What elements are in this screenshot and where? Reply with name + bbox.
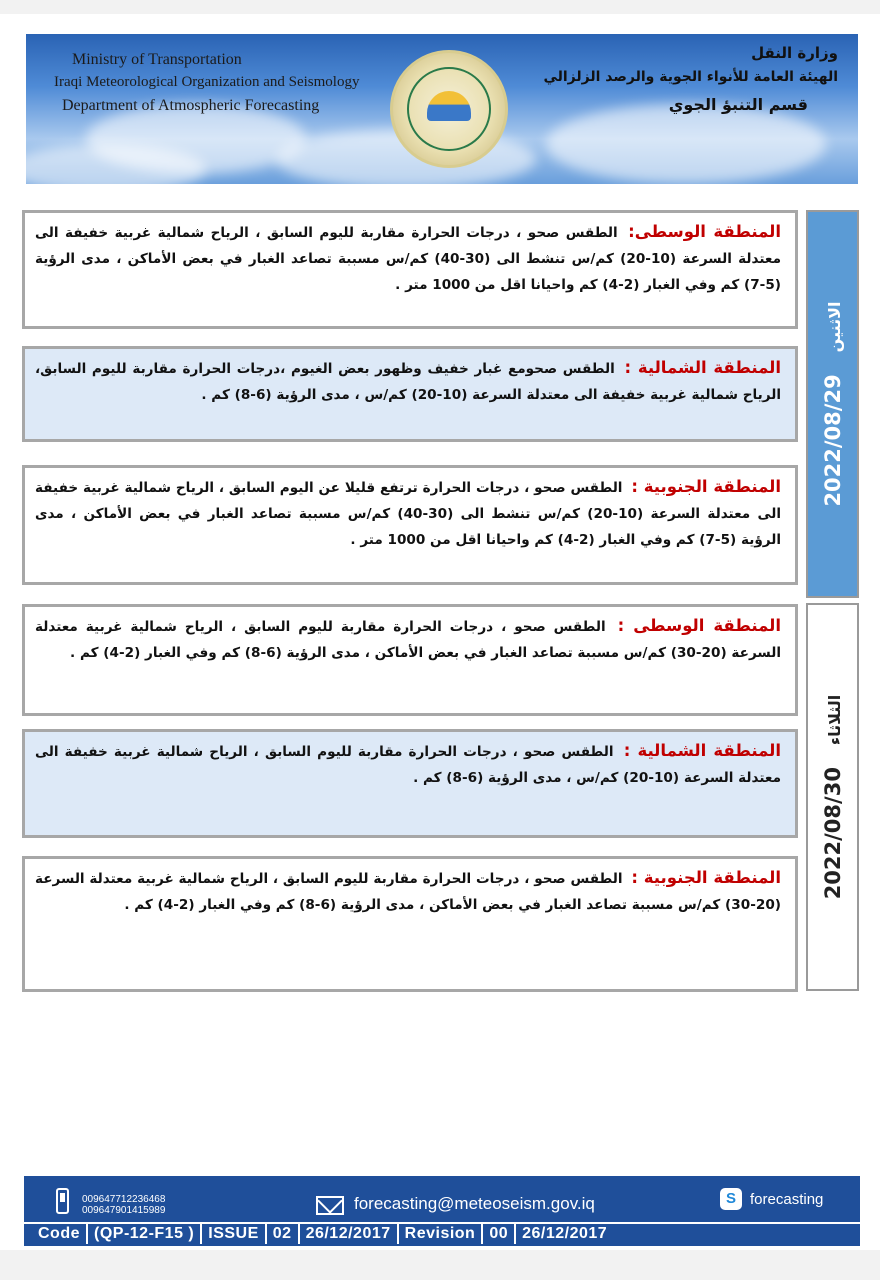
phone-icon (56, 1188, 69, 1214)
document-code-bar (24, 1222, 860, 1244)
region-label: المنطقة الوسطى : (617, 616, 781, 635)
revision-value: 00 (483, 1224, 516, 1244)
english-header (54, 48, 359, 117)
day-name-day1: الاثنين (824, 301, 844, 353)
phone-number-2: 009647901415989 (82, 1205, 166, 1216)
date-label-day1 (821, 301, 845, 506)
day-name-day2: الثلاثاء (824, 694, 844, 746)
phone-numbers (82, 1194, 165, 1216)
skype-icon: S (720, 1188, 742, 1210)
issue-label: ISSUE (202, 1224, 267, 1244)
forecast-text: الطقس صحو ، درجات الحرارة مقاربة لليوم السابق ، الرياح شمالية غربية خفيفة الى معتدلة السرعة (10-20) كم/س تنشط الى (30-40) كم/س مسببة تصاعد الغبار في بعض الأماكن ، مدى الرؤية (5-7) كم وفي الغبار (2-4) كم واحيانا اقل من 1000 متر . (35, 225, 781, 293)
issue-value: 02 (267, 1224, 300, 1244)
forecast-text: الطقس صحو ، درجات الحرارة مقاربة لليوم السابق ، الرياح شمالية غربية خفيفة الى معتدلة السرعة (10-20) كم/س ، مدى الرؤية (6-8) كم . (35, 744, 781, 786)
ministry-name-ar: وزارة النقل (751, 44, 838, 62)
forecast-day2-central (22, 604, 798, 716)
forecast-text: الطقس صحو ، درجات الحرارة مقاربة لليوم السابق ، الرياح شمالية غربية معتدلة السرعة (20-30) كم/س مسببة تصاعد الغبار في بعض الأماكن ، مدى الرؤية (6-8) كم وفي الغبار (2-4) كم . (35, 871, 781, 913)
revision-label: Revision (399, 1224, 484, 1244)
mail-icon (316, 1196, 344, 1215)
forecast-text: الطقس صحو ، درجات الحرارة مقاربة لليوم السابق ، الرياح شمالية غربية معتدلة السرعة (20-30) كم/س مسببة تصاعد الغبار في بعض الأماكن ، مدى الرؤية (6-8) كم وفي الغبار (2-4) كم . (35, 619, 781, 661)
organization-logo (390, 50, 508, 168)
code-value: (QP-12-F15 ) (88, 1224, 202, 1244)
forecast-day2-north (22, 729, 798, 838)
date-day1: 2022/08/29 (820, 374, 845, 507)
phone-number-1: 009647712236468 (82, 1194, 166, 1205)
date-bar-day1 (806, 210, 859, 598)
footer-bar (24, 1176, 860, 1246)
date-day2: 2022/08/30 (820, 767, 845, 900)
issue-date: 26/12/2017 (300, 1224, 399, 1244)
revision-date: 26/12/2017 (522, 1225, 608, 1242)
forecast-text: الطقس صحومع غبار خفيف وظهور بعض الغيوم ،درجات الحرارة مقاربة لليوم السابق، الرياح شمالية غربية خفيفة الى معتدلة السرعة (10-20) كم/س ، مدى الرؤية (6-8) كم . (35, 361, 781, 403)
organization-name-ar: الهيئة العامة للأنواء الجوية والرصد الزلزالي (543, 69, 838, 85)
forecast-day1-south (22, 465, 798, 585)
forecast-day1-north (22, 346, 798, 442)
region-label: المنطقة الشمالية : (623, 741, 782, 760)
top-margin (0, 0, 880, 14)
forecast-day1-central (22, 210, 798, 329)
region-label: المنطقة الجنوبية : (631, 477, 782, 496)
ministry-name-en: Ministry of Transportation (72, 51, 242, 68)
department-name-en: Department of Atmospheric Forecasting (62, 97, 320, 114)
arabic-header (543, 42, 838, 120)
forecast-day2-south (22, 856, 798, 992)
code-label: Code (24, 1224, 88, 1244)
department-name-ar: قسم التنبؤ الجوي (668, 95, 808, 114)
bottom-margin (0, 1250, 880, 1280)
header-banner (26, 34, 858, 184)
region-label: المنطقة الوسطى: (628, 222, 782, 241)
skype-handle[interactable]: forecasting (750, 1191, 824, 1208)
email-link[interactable]: forecasting@meteoseism.gov.iq (354, 1194, 595, 1213)
date-label-day2 (821, 695, 845, 900)
date-bar-day2 (806, 603, 859, 991)
organization-name-en: Iraqi Meteorological Organization and Seismology (54, 74, 360, 90)
region-label: المنطقة الجنوبية : (631, 868, 782, 887)
forecast-text: الطقس صحو ، درجات الحرارة ترتفع قليلا عن اليوم السابق ، الرياح شمالية غربية خفيفة الى معتدلة السرعة (10-20) كم/س تنشط الى (30-40) كم/س مسببة تصاعد الغبار في بعض الأماكن ، مدى الرؤية (5-7) كم وفي الغبار (2-4) كم واحيانا اقل من 1000 متر . (35, 480, 781, 548)
region-label: المنطقة الشمالية : (624, 358, 782, 377)
